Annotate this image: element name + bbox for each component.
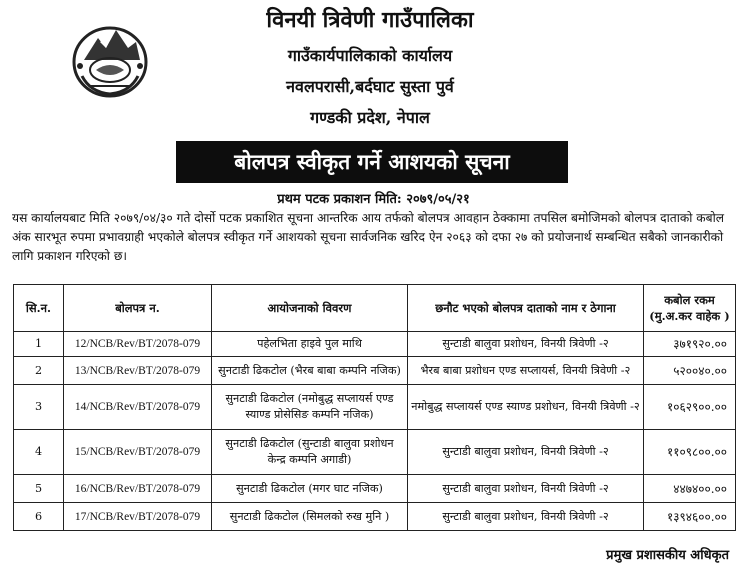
office-name: गाउँकार्यपालिकाको कार्यालय bbox=[287, 46, 453, 65]
cell-sn: 6 bbox=[14, 503, 64, 531]
table-row bbox=[14, 503, 736, 531]
notice-body: यस कार्यालयबाट मिति २०७९/०४/३० गते दोर्सो पटक प्रकाशित सूचना आन्तरिक आय तर्फको बोलपत्र आवहान ठेक्कामा तपसिल बमोजिमको बोलपत्र दाताको कबोल अंक सारभूत रुपमा प्रभावग्राही भएकोले बोलपत्र स्वीकृत गर्ने आशयको सूचना सार्वजनिक खरिद ऐन २०६३ को दफा २७ को प्रयोजनार्थ सम्बन्धित सबैको जानकारीको लागि प्रकाशन गरिएको छ। bbox=[12, 211, 725, 263]
col-amount bbox=[644, 285, 736, 332]
municipality-title: विनयी त्रिवेणी गाउँपालिका bbox=[266, 7, 474, 33]
table-row bbox=[14, 357, 736, 385]
cell-bidder: भैरब बाबा प्रशोधन एण्ड सप्लायर्स, विनयी त्रिवेणी -२ bbox=[408, 357, 644, 385]
cell-amount: ११०९८००.०० bbox=[644, 430, 736, 475]
cell-amount: ४४७४००.०० bbox=[644, 475, 736, 503]
cell-amount: १०६२९००.०० bbox=[644, 385, 736, 430]
cell-sn: 1 bbox=[14, 332, 64, 357]
cell-bidder: सुन्टाडी बालुवा प्रशोधन, विनयी त्रिवेणी -२ bbox=[408, 475, 644, 503]
province-name: गण्डकी प्रदेश, नेपाल bbox=[310, 108, 430, 127]
cell-project: सुनटाडी ढिकटोल (मगर घाट नजिक) bbox=[212, 475, 408, 503]
cell-sn: 2 bbox=[14, 357, 64, 385]
cell-project: सुनटाडी ढिकटोल (सिमलको रुख मुनि ) bbox=[212, 503, 408, 531]
table-row bbox=[14, 475, 736, 503]
cell-amount: ३७१९२०.०० bbox=[644, 332, 736, 357]
table-header-row bbox=[14, 285, 736, 332]
publication-date: प्रथम पटक प्रकाशन मिति: २०७९/०५/२१ bbox=[277, 192, 470, 207]
col-bidder: छनौट भएको बोलपत्र दाताको नाम र ठेगाना bbox=[408, 285, 644, 332]
cell-sn: 3 bbox=[14, 385, 64, 430]
signatory-title: प्रमुख प्रशासकीय अधिकृत bbox=[606, 548, 729, 563]
cell-tender: 17/NCB/Rev/BT/2078-079 bbox=[64, 503, 212, 531]
cell-tender: 12/NCB/Rev/BT/2078-079 bbox=[64, 332, 212, 357]
cell-project: सुनटाडी ढिकटोल (सुन्टाडी बालुवा प्रशोधन केन्द्र कम्पनि अगाडी) bbox=[212, 430, 408, 475]
col-serial: सि.न. bbox=[14, 285, 64, 332]
cell-bidder: सुन्टाडी बालुवा प्रशोधन, विनयी त्रिवेणी -२ bbox=[408, 430, 644, 475]
col-amount-label: कबोल रकम bbox=[664, 293, 715, 307]
cell-project: सुनटाडी ढिकटोल (नमोबुद्ध सप्लायर्स एण्ड स्याण्ड प्रोसेसिङ कम्पनि नजिक) bbox=[212, 385, 408, 430]
table-row bbox=[14, 385, 736, 430]
col-tender-no: बोलपत्र न. bbox=[64, 285, 212, 332]
cell-sn: 4 bbox=[14, 430, 64, 475]
nepal-emblem bbox=[70, 20, 150, 98]
cell-tender: 16/NCB/Rev/BT/2078-079 bbox=[64, 475, 212, 503]
cell-amount: १३९४६००.०० bbox=[644, 503, 736, 531]
bid-table bbox=[13, 284, 736, 531]
col-amount-note: (मु.अ.कर वाहेक ) bbox=[649, 309, 730, 323]
notice-banner: बोलपत्र स्वीकृत गर्ने आशयको सूचना bbox=[176, 141, 568, 183]
table-row bbox=[14, 430, 736, 475]
cell-bidder: नमोबुद्ध सप्लायर्स एण्ड स्याण्ड प्रशोधन, विनयी त्रिवेणी -२ bbox=[408, 385, 644, 430]
cell-project: सुनटाडी ढिकटोल (भैरब बाबा कम्पनि नजिक) bbox=[212, 357, 408, 385]
office-address: नवलपरासी,बर्दघाट सुस्ता पुर्व bbox=[286, 77, 454, 96]
cell-project: पहेलभिता हाइवे पुल माथि bbox=[212, 332, 408, 357]
cell-tender: 14/NCB/Rev/BT/2078-079 bbox=[64, 385, 212, 430]
cell-tender: 13/NCB/Rev/BT/2078-079 bbox=[64, 357, 212, 385]
cell-sn: 5 bbox=[14, 475, 64, 503]
cell-amount: ५२००४०.०० bbox=[644, 357, 736, 385]
cell-bidder: सुन्टाडी बालुवा प्रशोधन, विनयी त्रिवेणी -२ bbox=[408, 332, 644, 357]
table-row bbox=[14, 332, 736, 357]
cell-bidder: सुन्टाडी बालुवा प्रशोधन, विनयी त्रिवेणी -२ bbox=[408, 503, 644, 531]
col-project: आयोजनाको विवरण bbox=[212, 285, 408, 332]
cell-tender: 15/NCB/Rev/BT/2078-079 bbox=[64, 430, 212, 475]
